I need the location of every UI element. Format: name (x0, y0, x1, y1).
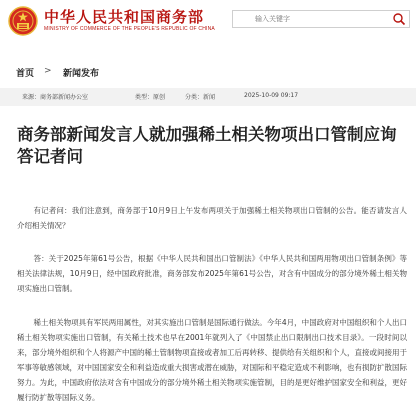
article-paragraph: 稀土相关物项具有军民两用属性，对其实施出口管制是国际通行做法。今年4月，中国政府对中国组织和个人出口稀土相关物项实施出口管制，有关稀土技术也早在2001年就列入了《中国禁止出口限制出口技术目录》。一段时间以来，部分境外组织和个人将源产中国的稀土管制物项直接或者加工后再转移、提供给有关组织和个人，直接或间接用于军事等敏感领域，对中国国家安全和利益造成重大损害或潜在威胁，对国际和平稳定造成不利影响，也有损防扩散国际努力。为此，中国政府依法对含有中国成分的部分境外稀土相关物项实施管制，目的是更好维护国家安全和利益，更好履行防扩散等国际义务。 (17, 318, 407, 402)
article-title: 商务部新闻发言人就加强稀土相关物项出口管制应询答记者问 (17, 125, 397, 166)
site-header (0, 0, 416, 46)
national-emblem-icon[interactable] (8, 6, 38, 36)
article-paragraph: 有记者问：我们注意到，商务部于10月9日上午发布两项关于加强稀土相关物项出口管制的公告。能否请发言人介绍相关情况？ (17, 206, 407, 230)
meta-source: 来源：商务部新闻办公室 (22, 94, 89, 101)
site-subtitle: MINISTRY OF COMMERCE OF THE PEOPLE'S REPUBLIC OF CHINA (44, 26, 215, 32)
search-input[interactable] (255, 11, 385, 27)
meta-datetime: 2025-10-09 09:17 (244, 92, 299, 99)
breadcrumb-separator: > (44, 66, 52, 76)
meta-section: 分类：新闻 (185, 94, 216, 101)
search-icon[interactable] (392, 12, 406, 26)
breadcrumb-home-link[interactable]: 首页 (16, 69, 35, 79)
meta-type: 类型：原创 (135, 94, 166, 101)
breadcrumb-news-link[interactable]: 新闻发布 (63, 69, 100, 79)
article-paragraph: 答：关于2025年第61号公告，根据《中华人民共和国出口管制法》《中华人民共和国两用物项出口管制条例》等相关法律法规，10月9日，经中国政府批准，商务部发布2025年第61号公告，对含有中国成分的部分境外稀土相关物项实施出口管制。 (17, 254, 407, 293)
search-box (232, 10, 410, 28)
site-name[interactable]: 中华人民共和国商务部 (44, 8, 205, 26)
